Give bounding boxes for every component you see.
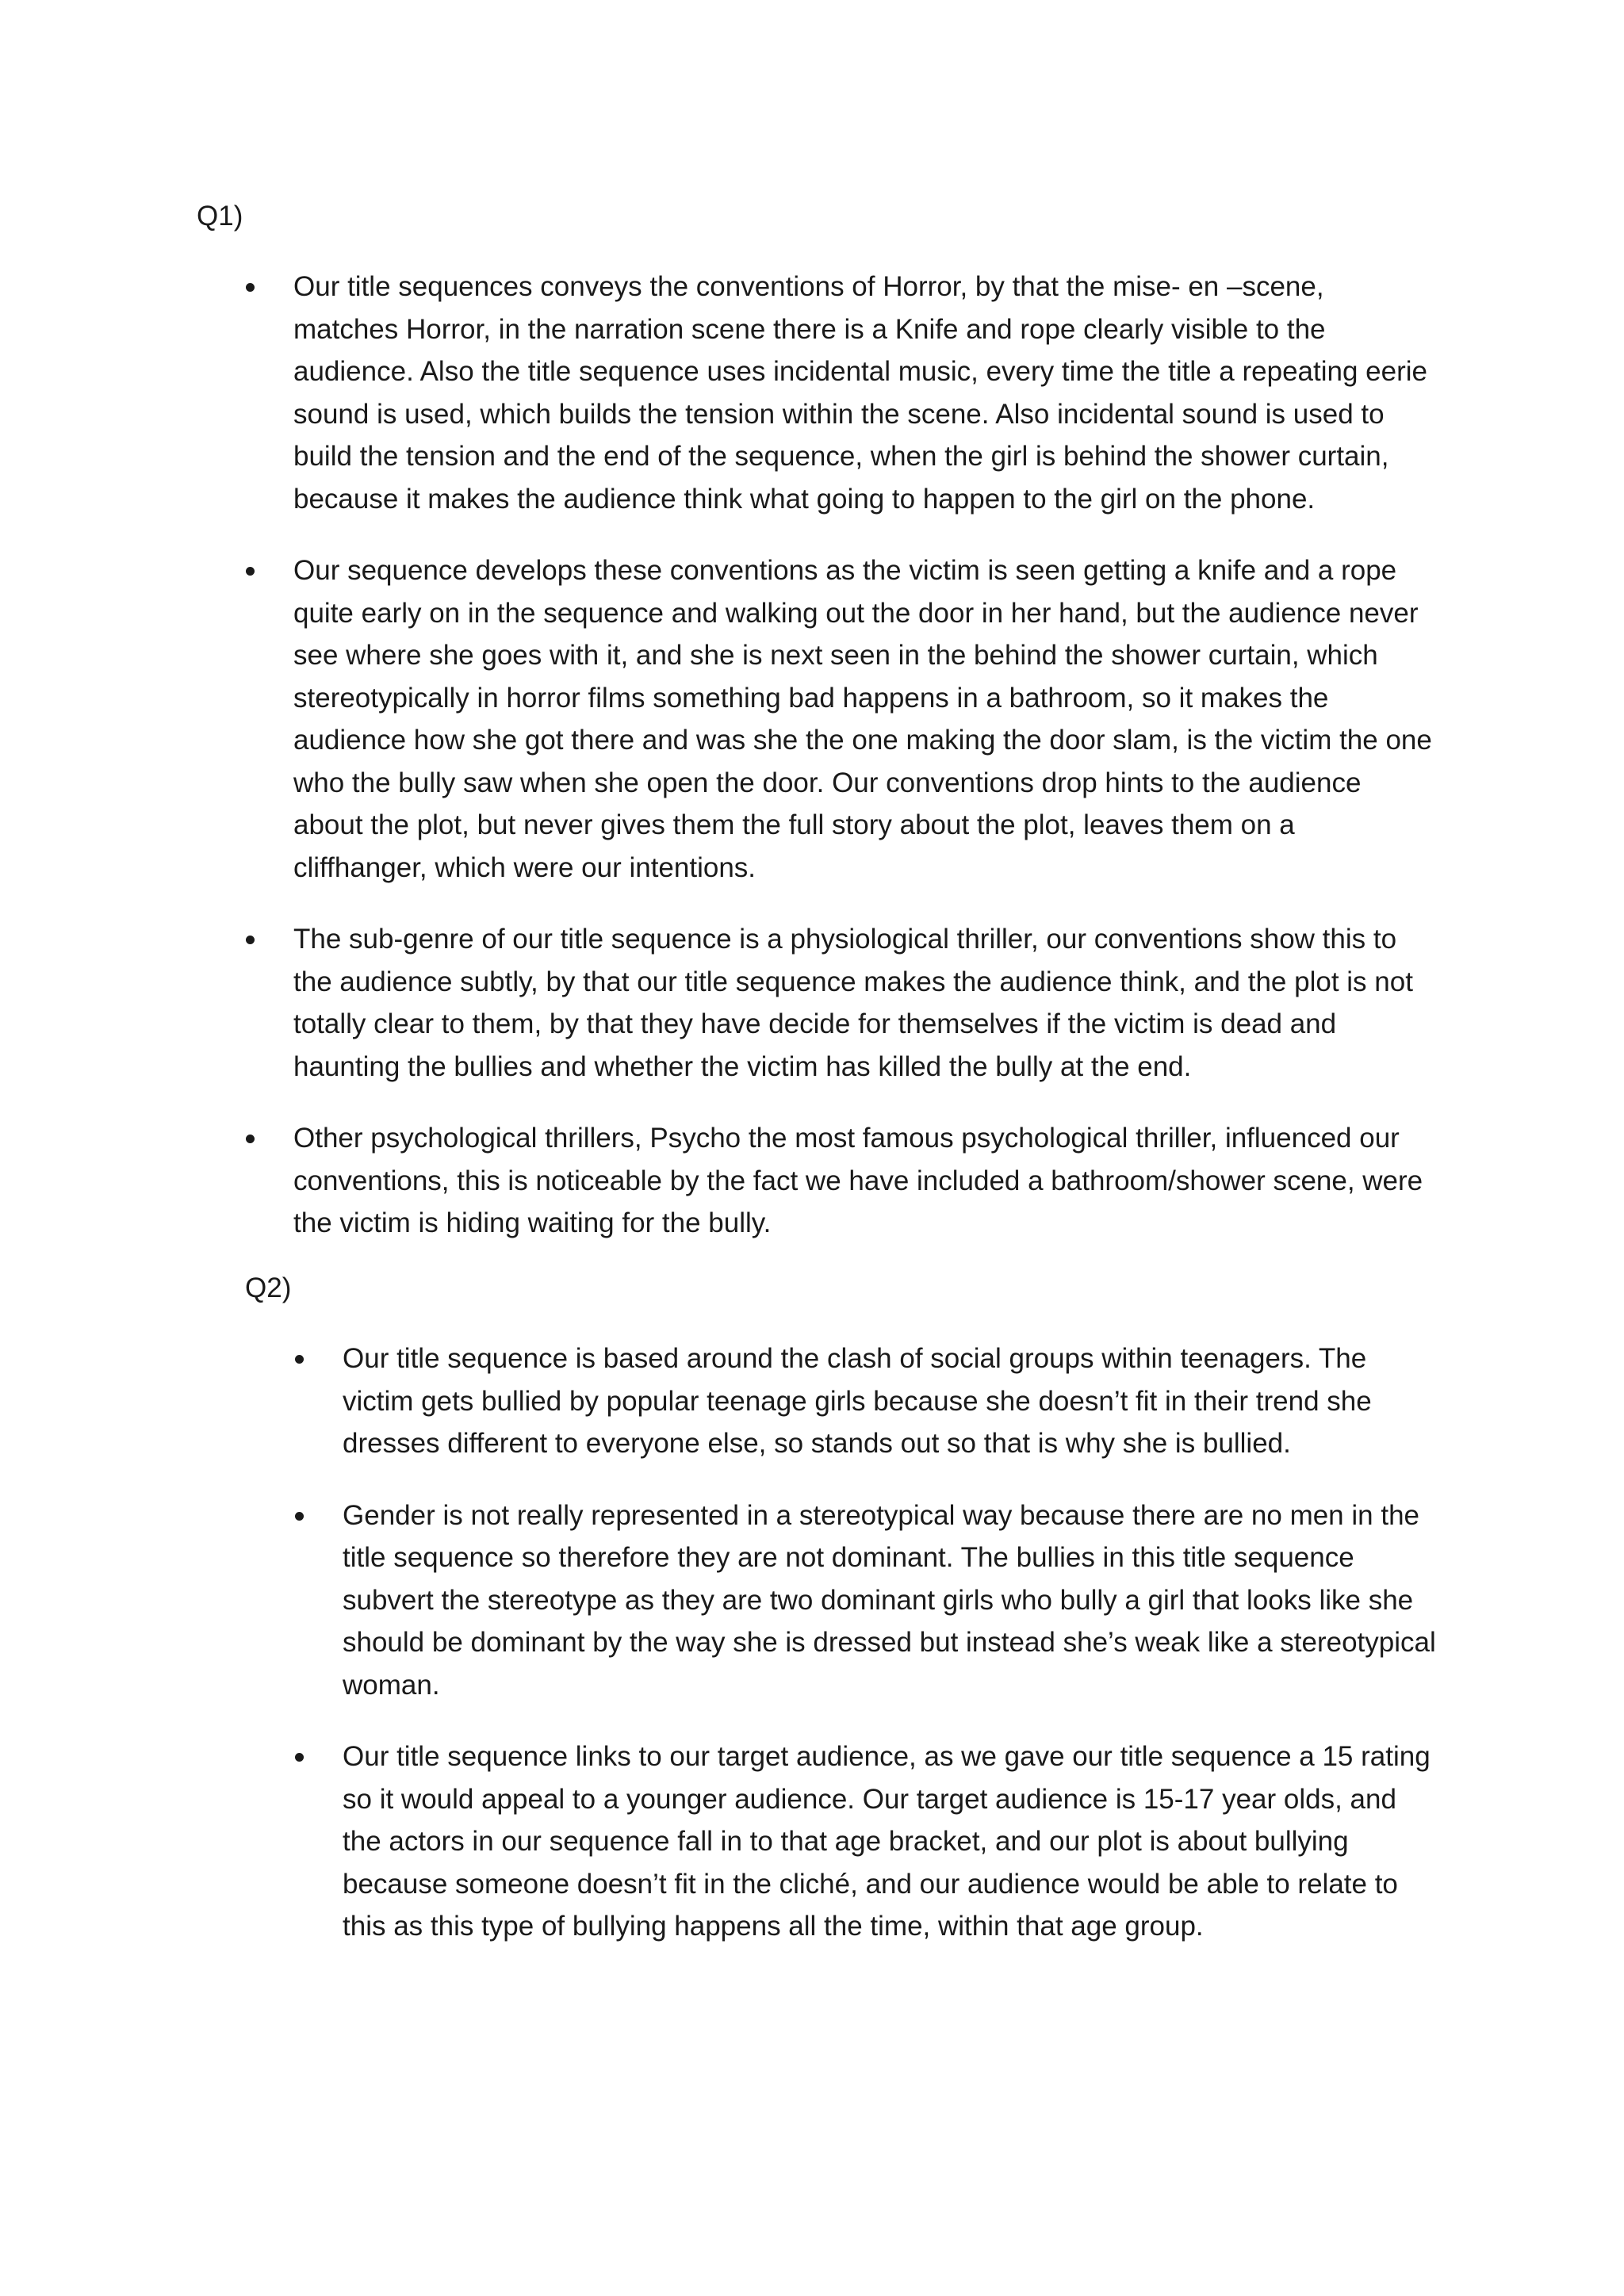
q1-list-item [293, 1117, 1435, 1245]
q2-item-text: Our title sequence is based around the clash of social groups within teenagers. The victim gets bullied by popular teenage girls because she doesn’t fit in their trend she dresses different to everyone else, so stands out so that is why she is bullied. [343, 1343, 1372, 1459]
q1-list-item [293, 918, 1435, 1088]
q2-bullet-list [343, 1337, 1437, 1977]
q1-bullet-list [293, 266, 1435, 1274]
bullet-icon [295, 1512, 304, 1521]
q1-item-text: The sub-genre of our title sequence is a physiological thriller, our conventions show this to the audience subtly, by that our title sequence makes the audience think, and the plot is not totally clear to them, by that they have decide for themselves if the victim is dead and haunting the bullies and whether the victim has killed the bully at the end. [293, 924, 1413, 1082]
bullet-icon [246, 283, 255, 292]
bullet-icon [246, 936, 255, 944]
q2-heading: Q2) [245, 1272, 292, 1303]
bullet-icon [295, 1355, 304, 1364]
q2-item-text: Our title sequence links to our target audience, as we gave our title sequence a 15 rating so it would appeal to a younger audience. Our target audience is 15-17 year olds, and the actors in our sequence fall in to that age bracket, and our plot is about bullying because someone doesn’t fit in the cliché, and our audience would be able to relate to this as this type of bullying happens all the time, within that age group. [343, 1741, 1431, 1942]
q1-item-text: Our title sequences conveys the conventions of Horror, by that the mise- en –scene, matches Horror, in the narration scene there is a Knife and rope clearly visible to the audience. Also the title sequence uses incidental music, every time the title a repeating eerie sound is used, which builds the tension within the scene. Also incidental sound is used to build the tension and the end of the sequence, when the girl is behind the shower curtain, because it makes the audience think what going to happen to the girl on the phone. [293, 271, 1427, 515]
q1-heading: Q1) [197, 201, 243, 232]
q2-list-item [343, 1735, 1437, 1948]
q1-item-text: Other psychological thrillers, Psycho the most famous psychological thriller, influenced our conventions, this is noticeable by the fact we have included a bathroom/shower scene, were the victim is hiding waiting for the bully. [293, 1123, 1423, 1238]
q1-list-item [293, 266, 1435, 520]
q1-list-item [293, 549, 1435, 889]
bullet-icon [246, 1135, 255, 1143]
bullet-icon [246, 567, 255, 576]
q2-item-text: Gender is not really represented in a stereotypical way because there are no men in the title sequence so therefore they are not dominant. The bullies in this title sequence subvert the stereotype as they are two dominant girls who bully a girl that looks like she should be dominant by the way she is dressed but instead she’s weak like a stereotypical woman. [343, 1499, 1436, 1701]
q2-list-item [343, 1494, 1437, 1707]
q2-list-item [343, 1337, 1437, 1465]
bullet-icon [295, 1753, 304, 1762]
q1-item-text: Our sequence develops these conventions as the victim is seen getting a knife and a rope quite early on in the sequence and walking out the door in her hand, but the audience never see where she goes with it, and she is next seen in the behind the shower curtain, which stereotypically in horror films something bad happens in a bathroom, so it makes the audience how she got there and was she the one making the door slam, is the victim the one who the bully saw when she open the door. Our conventions drop hints to the audience about the plot, but never gives them the full story about the plot, leaves them on a cliffhanger, which were our intentions. [293, 555, 1432, 883]
